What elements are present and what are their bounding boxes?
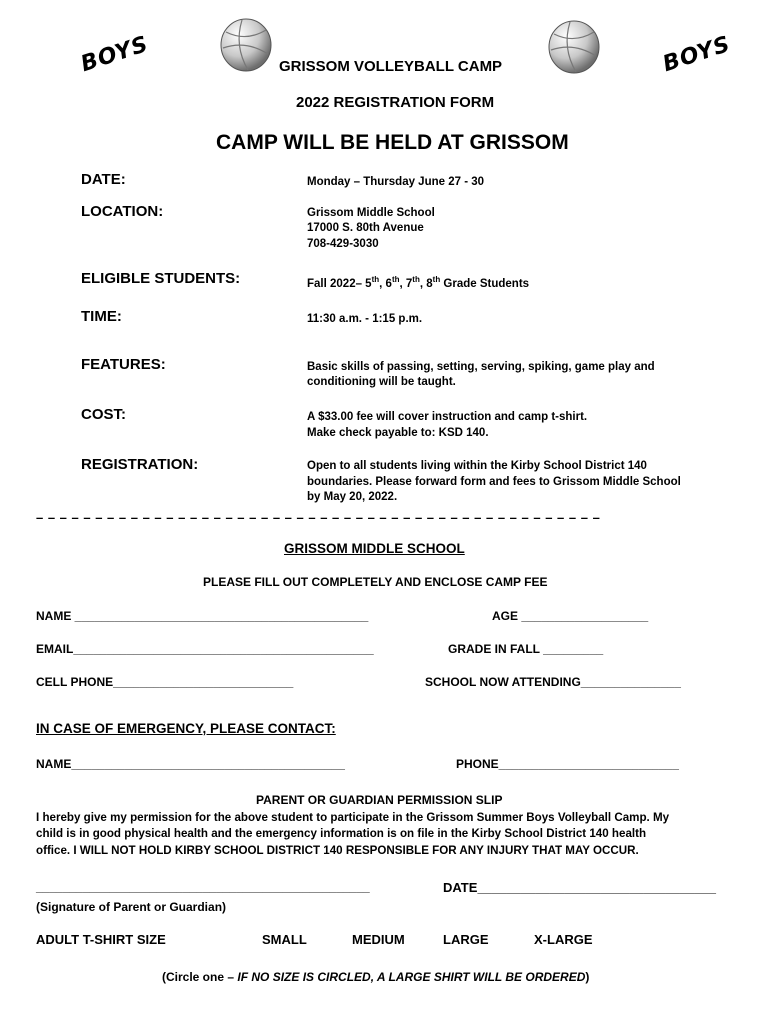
permission-heading: PARENT OR GUARDIAN PERMISSION SLIP bbox=[256, 793, 503, 807]
cost-line-2: Make check payable to: KSD 140. bbox=[307, 427, 489, 439]
registration-label: REGISTRATION: bbox=[81, 456, 199, 473]
registration-line-3: by May 20, 2022. bbox=[307, 491, 398, 503]
form-instructions: PLEASE FILL OUT COMPLETELY AND ENCLOSE CAMP FEE bbox=[203, 575, 548, 589]
size-option-large[interactable]: LARGE bbox=[443, 932, 489, 947]
emergency-phone-field[interactable]: PHONE___________________________ bbox=[456, 757, 679, 771]
date-field-label: DATE bbox=[443, 880, 478, 895]
form-subtitle: 2022 REGISTRATION FORM bbox=[296, 94, 495, 111]
time-value: 11:30 a.m. - 1:15 p.m. bbox=[307, 313, 423, 325]
location-line-3: 708-429-3030 bbox=[307, 238, 379, 250]
email-field[interactable]: EMAIL_____________________________________________ bbox=[36, 642, 374, 656]
date-field-line[interactable]: _________________________________ bbox=[477, 880, 717, 895]
volleyball-icon bbox=[220, 18, 272, 72]
features-line-1: Basic skills of passing, setting, serving, spiking, game play and bbox=[307, 361, 655, 373]
cost-label: COST: bbox=[81, 406, 126, 423]
size-option-small[interactable]: SMALL bbox=[262, 932, 307, 947]
emergency-name-field[interactable]: NAME_________________________________________ bbox=[36, 757, 345, 771]
registration-line-2: boundaries. Please forward form and fees to Grissom Middle School bbox=[307, 476, 681, 488]
signature-field[interactable]: __________________________________________________ bbox=[36, 880, 370, 894]
location-line-2: 17000 S. 80th Avenue bbox=[307, 222, 424, 234]
size-option-medium[interactable]: MEDIUM bbox=[352, 932, 405, 947]
registration-line-1: Open to all students living within the Kirby School District 140 bbox=[307, 460, 647, 472]
emergency-heading: IN CASE OF EMERGENCY, PLEASE CONTACT: bbox=[36, 721, 336, 736]
school-attending-field[interactable]: SCHOOL NOW ATTENDING_______________ bbox=[425, 675, 681, 689]
cost-line-1: A $33.00 fee will cover instruction and camp t-shirt. bbox=[307, 411, 588, 423]
permission-line-1: I hereby give my permission for the above student to participate in the Grissom Summer Boys Volleyball Camp. My bbox=[36, 811, 670, 824]
eligible-label: ELIGIBLE STUDENTS: bbox=[81, 270, 241, 287]
grade-field[interactable]: GRADE IN FALL _________ bbox=[448, 642, 604, 656]
cell-phone-field[interactable]: CELL PHONE___________________________ bbox=[36, 675, 294, 689]
permission-line-3: office. I WILL NOT HOLD KIRBY SCHOOL DISTRICT 140 RESPONSIBLE FOR ANY INJURY THAT MAY OCCUR. bbox=[36, 844, 639, 857]
location-line-1: Grissom Middle School bbox=[307, 207, 435, 219]
eligible-value: Fall 2022– 5th, 6th, 7th, 8th Grade Students bbox=[307, 275, 530, 290]
date-field[interactable] bbox=[443, 880, 716, 895]
features-line-2: conditioning will be taught. bbox=[307, 376, 456, 388]
signature-caption: (Signature of Parent or Guardian) bbox=[36, 900, 227, 914]
tshirt-size-label: ADULT T-SHIRT SIZE bbox=[36, 932, 166, 947]
features-label: FEATURES: bbox=[81, 356, 166, 373]
date-value: Monday – Thursday June 27 - 30 bbox=[307, 176, 485, 188]
school-heading: GRISSOM MIDDLE SCHOOL bbox=[284, 541, 465, 556]
age-field[interactable]: AGE ___________________ bbox=[492, 609, 649, 623]
boys-logo-left: BOYS bbox=[77, 31, 152, 78]
boys-logo-right: BOYS bbox=[659, 31, 734, 78]
time-label: TIME: bbox=[81, 308, 122, 325]
name-field[interactable]: NAME ____________________________________________ bbox=[36, 609, 369, 623]
size-option-xlarge[interactable]: X-LARGE bbox=[534, 932, 593, 947]
shirt-note: (Circle one – IF NO SIZE IS CIRCLED, A LARGE SHIRT WILL BE ORDERED) bbox=[162, 970, 590, 984]
location-label: LOCATION: bbox=[81, 203, 164, 220]
page-headline: CAMP WILL BE HELD AT GRISSOM bbox=[216, 131, 569, 154]
date-label: DATE: bbox=[81, 171, 126, 188]
cut-line-divider: – – – – – – – – – – – – – – – – – – – – – – – – – – – – – – – – – – – – – – – – – – – – – – – – bbox=[36, 510, 601, 525]
volleyball-icon bbox=[548, 20, 600, 74]
camp-title: GRISSOM VOLLEYBALL CAMP bbox=[279, 58, 503, 75]
permission-line-2: child is in good physical health and the emergency information is on file in the Kirby School District 140 health bbox=[36, 827, 647, 840]
